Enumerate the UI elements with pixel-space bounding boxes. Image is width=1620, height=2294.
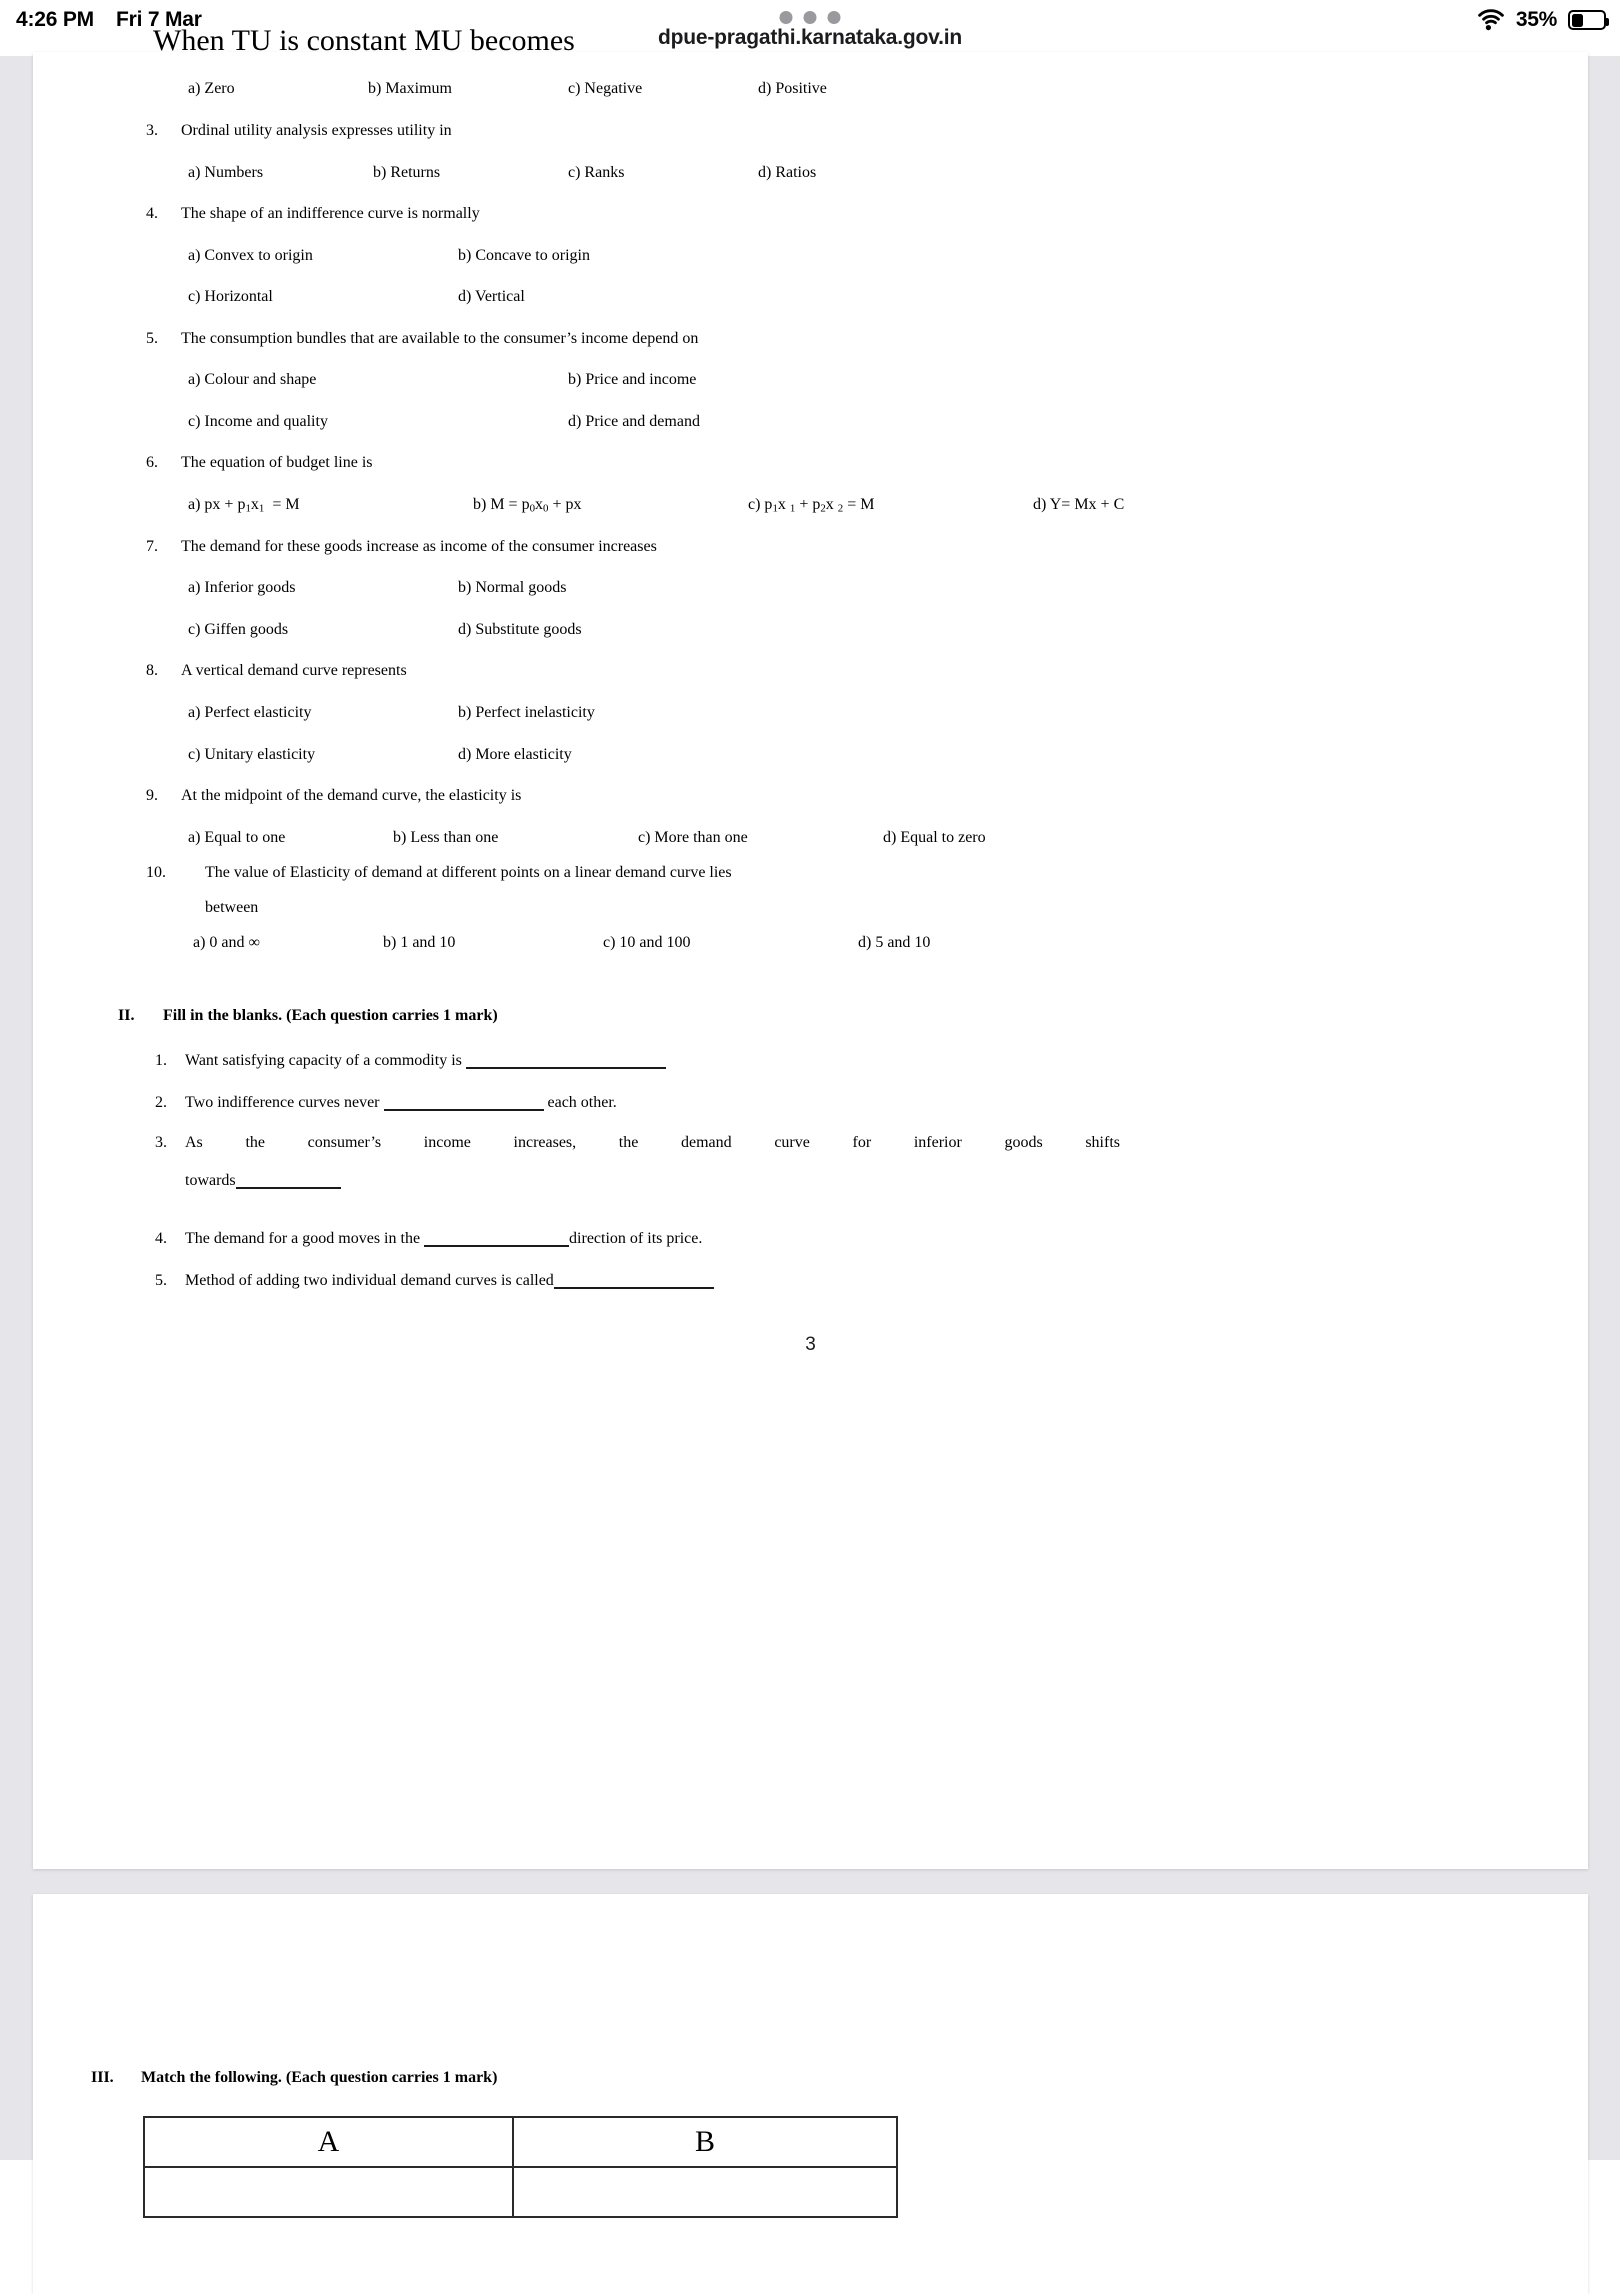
option-6c: c) $p_1x$ $_1 + p_2x$ $_2$ = M [748,496,875,515]
answer-blank[interactable] [466,1067,666,1069]
document-page-4: III. Match the following. (Each question carries 1 mark) A B [33,1894,1588,2294]
match-the-following-table [143,2116,898,2218]
option-6b: b) $M = p_0x_0$ + px [473,496,582,515]
table-header-row [144,2117,897,2167]
answer-blank[interactable] [424,1245,569,1247]
clipped-question-2: When TU is constant MU becomes [153,24,575,57]
table-row [144,2167,897,2217]
status-bar-date: Fri 7 Mar [115,8,202,31]
option-6d: d) Y= Mx + C [1033,496,1125,513]
battery-percentage: 35% [1515,8,1557,31]
table-header-b: B [513,2117,897,2167]
option-6a: a) px + $p_1x_1 = M$ [188,496,300,515]
table-cell-b [513,2167,897,2217]
fill-blank-3: 3. As the consumer’s income increases, the demand curve for inferior goods shifts [155,1134,1120,1151]
address-bar[interactable]: dpue-pragathi.karnataka.gov.in [657,26,962,49]
answer-blank[interactable] [384,1109,544,1111]
answer-blank[interactable] [236,1187,341,1189]
table-header-a: A [144,2117,513,2167]
status-bar-time: 4:26 PM [16,8,94,31]
answer-blank[interactable] [554,1287,714,1289]
table-cell-a [144,2167,513,2217]
document-page-3: When TU is constant MU becomes a) Zero b) Maximum c) Negative d) Positive 3. Ordinal utility analysis expresses utility in a) Numbers b) Returns c) Ranks d) Ratios 4. The shape of an indifference curve is normally a) Convex to origin b) Concave to origin c) Horizontal d) Vertical 5. The consumption bundles that are available to the consumer’s income depend on a) Colour and shape b) Price and income c) Income and quality d) Price and demand 6. The equation of budget line is a) px + $p_1x_1 = M$ b) $M = p_0x_0$ + px c) $p_1x$ $_1 + p_2x$ $_2$ = M d) Y= Mx + C 7. The demand for these goods increase as income of the consumer increases a) Inferior goods b) Normal goods c) Giffen goods d) Substitute goods 8. A vertical demand curve represents a) Perfect elasticity b) Perfect inelasticity c) Unitary elasticity d) More elasticity 9. At the midpoint of the demand curve, the elasticity is a) Equal to one b) Less than one c) More than one d) Equal to zero 10. The value of Elasticity of demand at different points on a linear demand curve lies between a) 0 and ∞ b) 1 and 10 c) 10 and 100 d) 5 and 10 II. Fill in the blanks. (Each question carries 1 mark) 1. Want satisfying capacity of a commodity is 2. Two indifference curves never each other. 3. As the consumer’s income increases, the demand curve for inferior goods shifts towards 4. The demand for a good moves in the direction of its price. 5. Method of adding two individual demand curves is called 3 [33,52,1588,1869]
page-number: 3 [805,1334,816,1355]
three-dots-icon[interactable] [780,11,841,24]
